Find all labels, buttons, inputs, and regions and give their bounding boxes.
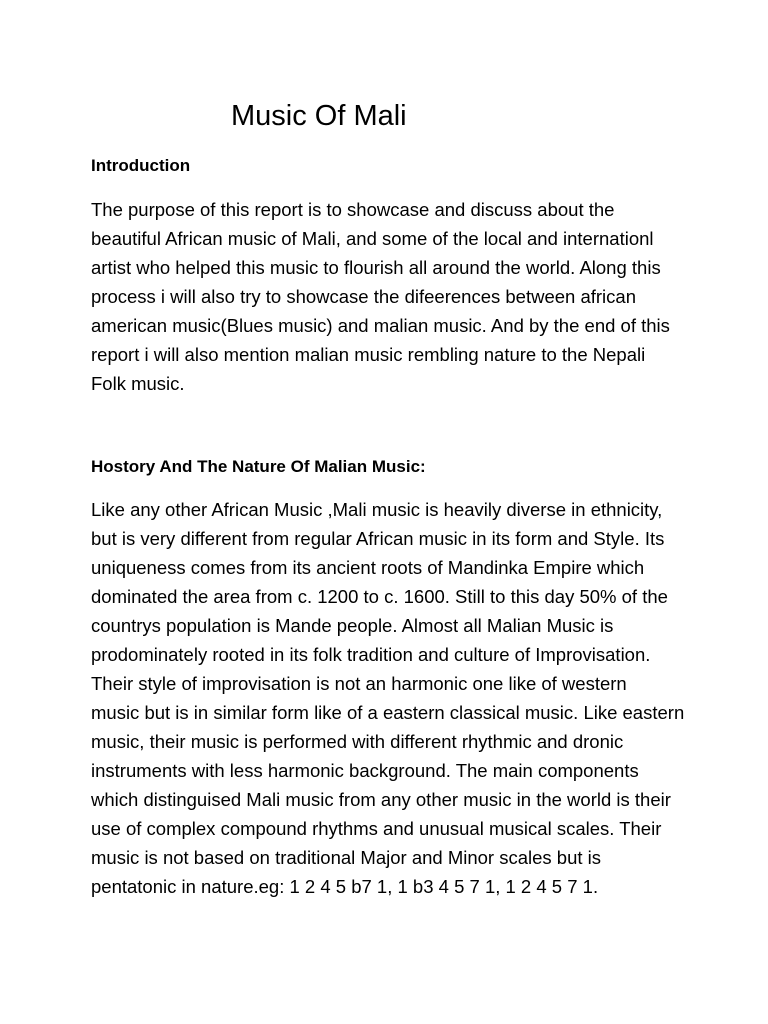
- history-paragraph: [91, 495, 684, 901]
- intro-heading: Introduction: [91, 156, 191, 175]
- paragraph-line: music is not based on traditional Major and Minor scales but is: [91, 847, 602, 868]
- paragraph-line: music, their music is performed with different rhythmic and dronic: [91, 731, 624, 752]
- paragraph-line: countrys population is Mande people. Almost all Malian Music is: [91, 615, 614, 636]
- history-heading: Hostory And The Nature Of Malian Music:: [91, 457, 426, 476]
- paragraph-line: but is very different from regular African music in its form and Style. Its: [91, 528, 665, 549]
- paragraph-line: beautiful African music of Mali, and some of the local and internationl: [91, 228, 654, 249]
- paragraph-line: Like any other African Music ,Mali music is heavily diverse in ethnicity,: [91, 499, 663, 520]
- document-title: Music Of Mali: [231, 100, 407, 132]
- paragraph-line: uniqueness comes from its ancient roots of Mandinka Empire which: [91, 557, 645, 578]
- paragraph-line: which distinguised Mali music from any other music in the world is their: [91, 789, 671, 810]
- paragraph-line: use of complex compound rhythms and unusual musical scales. Their: [91, 818, 662, 839]
- paragraph-line: artist who helped this music to flourish all around the world. Along this: [91, 257, 661, 278]
- intro-paragraph: [91, 195, 670, 398]
- paragraph-line: process i will also try to showcase the difeerences between african: [91, 286, 636, 307]
- paragraph-line: prodominately rooted in its folk tradition and culture of Improvisation.: [91, 644, 651, 665]
- paragraph-line: Their style of improvisation is not an harmonic one like of western: [91, 673, 627, 694]
- paragraph-line: report i will also mention malian music rembling nature to the Nepali: [91, 344, 646, 365]
- paragraph-line: instruments with less harmonic background. The main components: [91, 760, 639, 781]
- paragraph-line: american music(Blues music) and malian music. And by the end of this: [91, 315, 670, 336]
- paragraph-line: music but is in similar form like of a eastern classical music. Like eastern: [91, 702, 685, 723]
- paragraph-line: The purpose of this report is to showcase and discuss about the: [91, 199, 615, 220]
- paragraph-line: dominated the area from c. 1200 to c. 1600. Still to this day 50% of the: [91, 586, 668, 607]
- paragraph-line: Folk music.: [91, 373, 185, 394]
- paragraph-line: pentatonic in nature.eg: 1 2 4 5 b7 1, 1 b3 4 5 7 1, 1 2 4 5 7 1.: [91, 876, 599, 897]
